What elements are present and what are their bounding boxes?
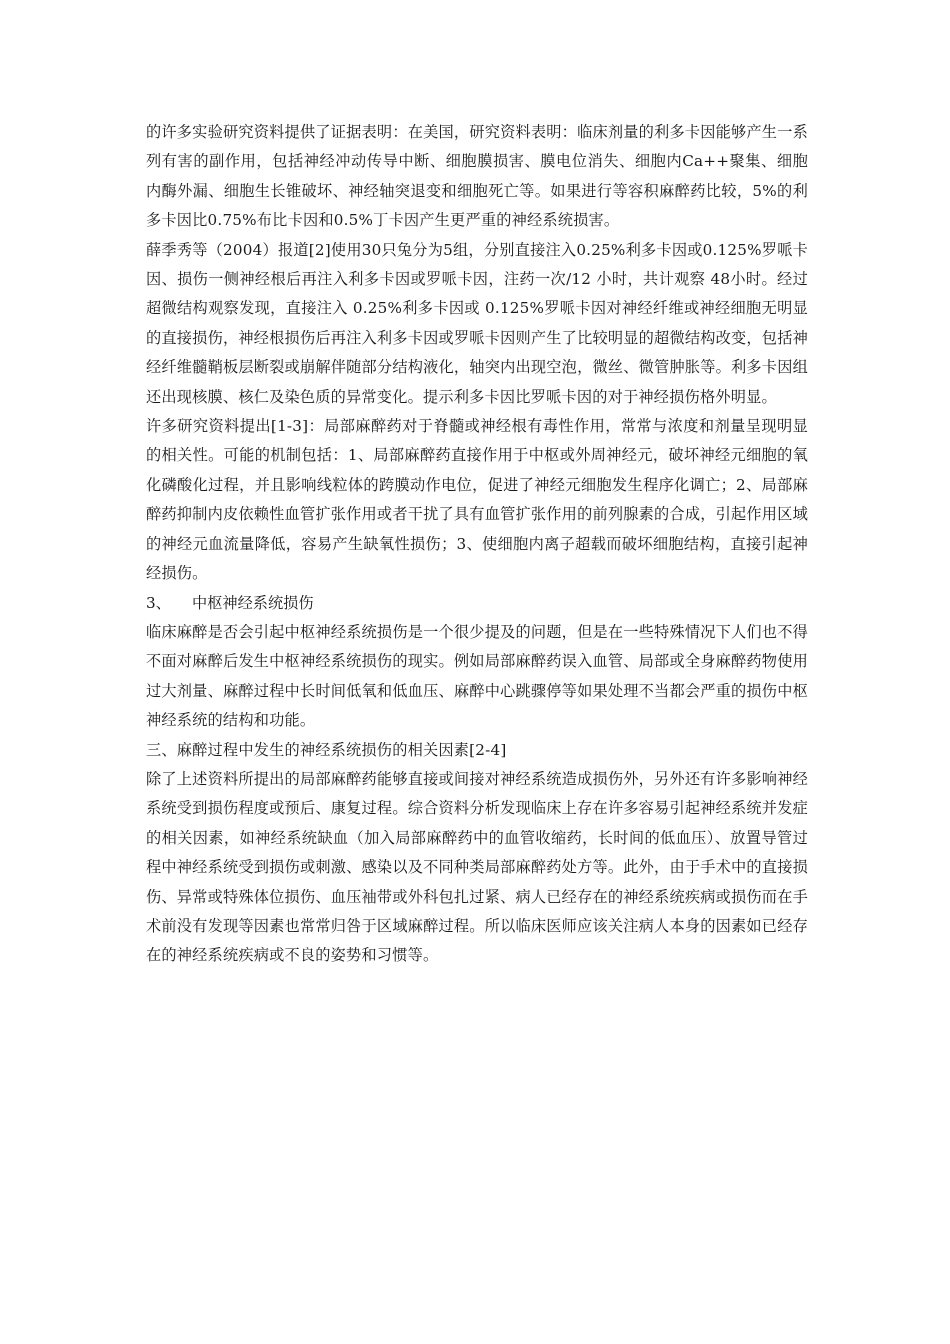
paragraph-local-anesthetic-toxicity-evidence: 的许多实验研究资料提供了证据表明：在美国，研究资料表明：临床剂量的利多卡因能够产生一系列有害的副作用，包括神经冲动传导中断、细胞膜损害、膜电位消失、细胞内Ca++聚集、细胞内酶外漏、细胞生长锥破坏、神经轴突退变和细胞死亡等。如果进行等容积麻醉药比较，5%的利多卡因比0.75%布比卡因和0.5%丁卡因产生更严重的神经系统损害。	[146, 123, 808, 230]
section-heading-cns-injury	[146, 589, 808, 618]
section-title: 中枢神经系统损伤	[192, 593, 314, 612]
paragraph-rabbit-study: 薛季秀等（2004）报道[2]使用30只兔分为5组，分别直接注入0.25%利多卡因或0.125%罗哌卡因、损伤一侧神经根后再注入利多卡因或罗哌卡因，注药一次/12 小时，共计观察 48小时。经过超微结构观察发现，直接注入 0.25%利多卡因或 0.125%罗哌卡因对神经纤维或神经细胞无明显的直接损伤，神经根损伤后再注入利多卡因或罗哌卡因则产生了比较明显的超微结构改变，包括神经纤维髓鞘板层断裂或崩解伴随部分结构液化，轴突内出现空泡，微丝、微管肿胀等。利多卡因组还出现核膜、核仁及染色质的异常变化。提示利多卡因比罗哌卡因的对于神经损伤格外明显。	[146, 240, 808, 406]
section-number: 3、	[146, 593, 171, 612]
paragraph-cns-injury: 临床麻醉是否会引起中枢神经系统损伤是一个很少提及的问题，但是在一些特殊情况下人们也不得不面对麻醉后发生中枢神经系统损伤的现实。例如局部麻醉药误入血管、局部或全身麻醉药物使用过大剂量、麻醉过程中长时间低氧和低血压、麻醉中心跳骤停等如果处理不当都会严重的损伤中枢神经系统的结构和功能。	[146, 622, 808, 730]
document-body	[146, 118, 808, 971]
section-heading-related-factors: 三、麻醉过程中发生的神经系统损伤的相关因素[2-4]	[146, 740, 507, 759]
paragraph-toxicity-mechanisms: 许多研究资料提出[1-3]：局部麻醉药对于脊髓或神经根有毒性作用，常常与浓度和剂量呈现明显的相关性。可能的机制包括：1、局部麻醉药直接作用于中枢或外周神经元，破坏神经元细胞的氧化磷酸化过程，并且影响线粒体的跨膜动作电位，促进了神经元细胞发生程序化调亡；2、局部麻醉药抑制内皮依赖性血管扩张作用或者干扰了具有血管扩张作用的前列腺素的合成，引起作用区域的神经元血流量降低，容易产生缺氧性损伤；3、使细胞内离子超载而破坏细胞结构，直接引起神经损伤。	[146, 417, 808, 583]
paragraph-related-factors: 除了上述资料所提出的局部麻醉药能够直接或间接对神经系统造成损伤外，另外还有许多影响神经系统受到损伤程度或预后、康复过程。综合资料分析发现临床上存在许多容易引起神经系统并发症的相关因素，如神经系统缺血（加入局部麻醉药中的血管收缩药，长时间的低血压）、放置导管过程中神经系统受到损伤或刺激、感染以及不同种类局部麻醉药处方等。此外，由于手术中的直接损伤、异常或特殊体位损伤、血压袖带或外科包扎过紧、病人已经存在的神经系统疾病或损伤而在手术前没有发现等因素也常常归咎于区域麻醉过程。所以临床医师应该关注病人本身的因素如已经存在的神经系统疾病或不良的姿势和习惯等。	[146, 769, 808, 965]
